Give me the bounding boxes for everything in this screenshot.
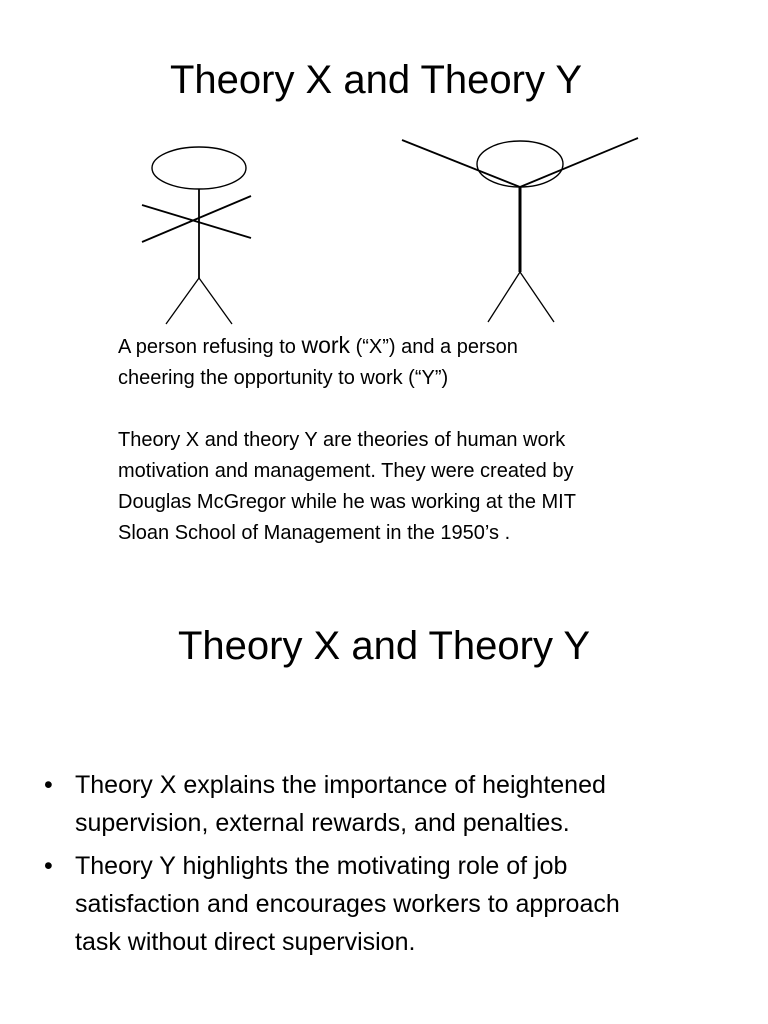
bullet-line: Theory Y highlights the motivating role of job — [75, 852, 568, 880]
caption-emphasis-work: work — [301, 332, 351, 358]
description-line: Theory X and theory Y are theories of human work — [118, 429, 566, 451]
bullet-line: Theory X explains the importance of heightened — [75, 771, 606, 799]
description-line: Douglas McGregor while he was working at the MIT — [118, 491, 576, 513]
bullet-icon: • — [44, 771, 53, 799]
caption-line-1 — [118, 330, 678, 363]
bullet-line: task without direct supervision. — [75, 928, 416, 956]
slide-2 — [0, 580, 768, 1024]
bullet-line: satisfaction and encourages workers to approach — [75, 890, 620, 918]
bullet-item-theory-x — [44, 766, 724, 842]
stick-figures-illustration — [130, 130, 650, 330]
description-line: motivation and management. They were created by — [118, 460, 574, 482]
description-line: Sloan School of Management in the 1950’s . — [118, 522, 511, 544]
caption-text: A person refusing to — [118, 336, 302, 358]
bullet-list — [44, 766, 724, 966]
stick-figure-x-icon — [142, 147, 251, 324]
slide-1-title: Theory X and Theory Y — [169, 58, 583, 102]
bullet-line: supervision, external rewards, and penalties. — [75, 809, 570, 837]
slide-2-title: Theory X and Theory Y — [177, 624, 591, 668]
bullet-icon: • — [44, 852, 53, 880]
caption-line-2: cheering the opportunity to work (“Y”) — [118, 367, 449, 389]
stick-figure-y-icon — [402, 138, 638, 322]
bullet-item-theory-y — [44, 847, 724, 961]
caption-text: (“X”) and a person — [350, 336, 518, 358]
slide-1-caption — [118, 330, 678, 549]
